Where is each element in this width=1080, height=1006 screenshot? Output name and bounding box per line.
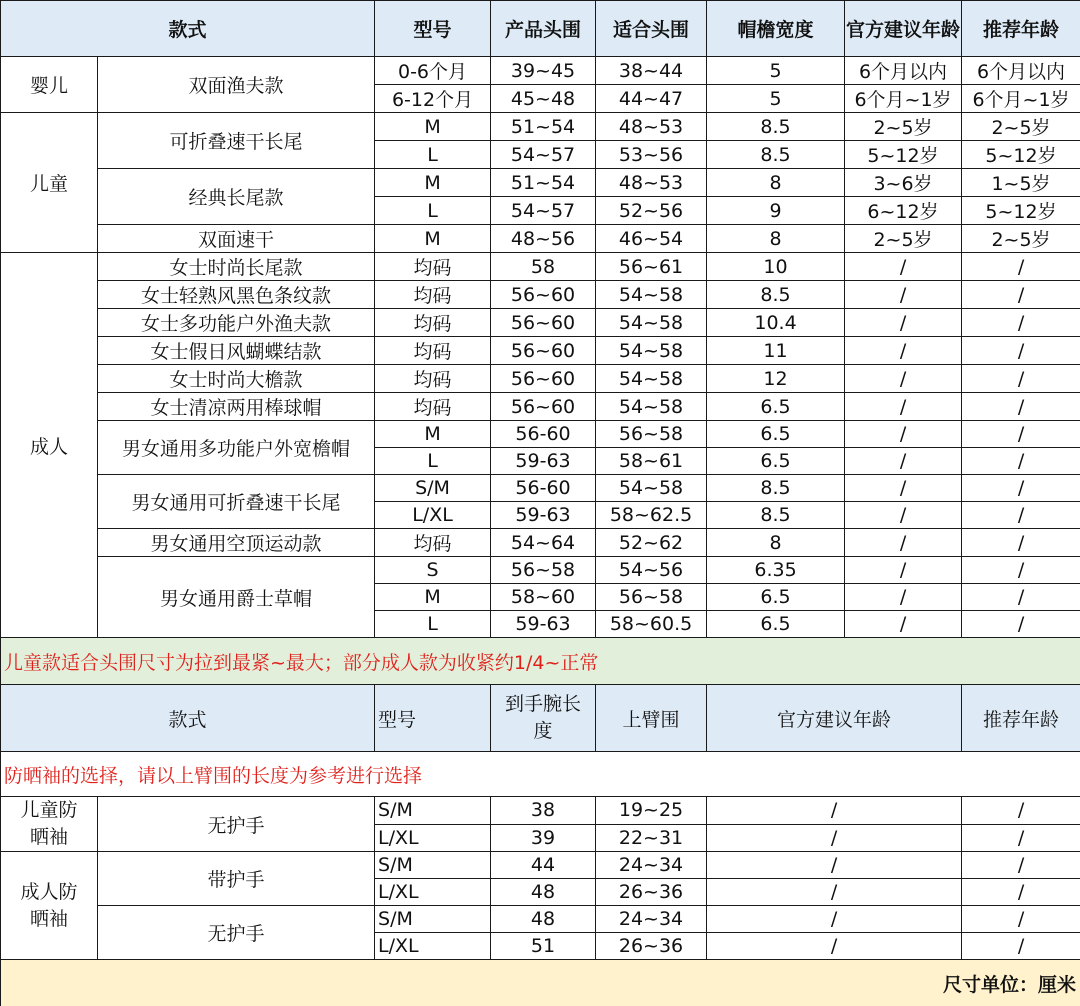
official-age-cell: 2~5岁	[845, 113, 962, 141]
official-age-cell: /	[845, 253, 962, 281]
sleeve-header-model: 型号	[375, 685, 491, 752]
official-age-cell: /	[707, 824, 962, 852]
model-cell: 均码	[375, 365, 491, 393]
official-age-cell: /	[845, 584, 962, 611]
upper-arm-cell: 19~25	[596, 797, 707, 825]
official-age-cell: 5~12岁	[845, 141, 962, 169]
hat-row	[1, 529, 1080, 557]
model-cell: 6-12个月	[375, 85, 491, 113]
model-cell: 均码	[375, 393, 491, 421]
official-age-cell: 6个月~1岁	[845, 85, 962, 113]
recommended-age-cell: /	[962, 365, 1080, 393]
recommended-age-cell: /	[962, 475, 1080, 502]
model-cell: S/M	[375, 475, 491, 502]
brim-width-cell: 10	[707, 253, 845, 281]
hat-row	[1, 421, 1080, 448]
fit-head-cell: 58~61	[596, 448, 707, 475]
fit-head-cell: 48~53	[596, 113, 707, 141]
model-cell: 均码	[375, 337, 491, 365]
recommended-age-cell: /	[962, 502, 1080, 529]
sleeve-style-cell: 无护手	[98, 906, 375, 960]
footer-row	[1, 960, 1080, 1006]
brim-width-cell: 9	[707, 197, 845, 225]
fit-head-cell: 56~58	[596, 421, 707, 448]
recommended-age-cell: /	[962, 337, 1080, 365]
brim-width-cell: 10.4	[707, 309, 845, 337]
sleeve-model-cell: L/XL	[375, 824, 491, 852]
recommended-age-cell: /	[962, 421, 1080, 448]
product-head-cell: 59-63	[491, 448, 596, 475]
hat-row	[1, 557, 1080, 584]
recommended-age-cell: /	[962, 309, 1080, 337]
product-head-cell: 39~45	[491, 57, 596, 85]
product-head-cell: 54~57	[491, 141, 596, 169]
fit-head-cell: 44~47	[596, 85, 707, 113]
category-cell: 婴儿	[1, 57, 98, 113]
style-cell: 女士多功能户外渔夫款	[98, 309, 375, 337]
upper-arm-cell: 24~34	[596, 906, 707, 933]
brim-width-cell: 6.5	[707, 584, 845, 611]
style-cell: 女士轻熟风黑色条纹款	[98, 281, 375, 309]
brim-width-cell: 8	[707, 169, 845, 197]
official-age-cell: /	[845, 337, 962, 365]
official-age-cell: /	[845, 502, 962, 529]
model-cell: S	[375, 557, 491, 584]
wrist-length-cell: 51	[491, 933, 596, 960]
style-cell: 男女通用空顶运动款	[98, 529, 375, 557]
upper-arm-cell: 24~34	[596, 852, 707, 879]
recommended-age-cell: /	[962, 253, 1080, 281]
product-head-cell: 56~60	[491, 281, 596, 309]
sleeve-row	[1, 852, 1080, 879]
upper-arm-cell: 22~31	[596, 824, 707, 852]
official-age-cell: /	[845, 475, 962, 502]
official-age-cell: /	[845, 529, 962, 557]
header-model: 型号	[375, 1, 491, 57]
wrist-length-cell: 48	[491, 906, 596, 933]
recommended-age-cell: /	[962, 879, 1080, 906]
sleeve-header-recommended-age: 推荐年龄	[962, 685, 1080, 752]
brim-width-cell: 8.5	[707, 475, 845, 502]
model-cell: 均码	[375, 281, 491, 309]
model-cell: L	[375, 197, 491, 225]
brim-width-cell: 8	[707, 225, 845, 253]
recommended-age-cell: /	[962, 448, 1080, 475]
recommended-age-cell: /	[962, 906, 1080, 933]
fit-head-cell: 58~62.5	[596, 502, 707, 529]
product-head-cell: 58~60	[491, 584, 596, 611]
hat-row	[1, 169, 1080, 197]
model-cell: 0-6个月	[375, 57, 491, 85]
brim-width-cell: 8.5	[707, 502, 845, 529]
style-cell: 可折叠速干长尾	[98, 113, 375, 169]
product-head-cell: 59-63	[491, 502, 596, 529]
model-cell: 均码	[375, 309, 491, 337]
sleeve-row	[1, 906, 1080, 933]
recommended-age-cell: /	[962, 933, 1080, 960]
fit-head-cell: 56~61	[596, 253, 707, 281]
official-age-cell: /	[845, 309, 962, 337]
hat-row	[1, 393, 1080, 421]
fit-head-cell: 46~54	[596, 225, 707, 253]
official-age-cell: /	[845, 421, 962, 448]
recommended-age-cell: /	[962, 529, 1080, 557]
product-head-cell: 56-60	[491, 475, 596, 502]
official-age-cell: /	[707, 933, 962, 960]
product-head-cell: 58	[491, 253, 596, 281]
brim-width-cell: 8.5	[707, 141, 845, 169]
sleeve-style-cell: 无护手	[98, 797, 375, 852]
recommended-age-cell: /	[962, 584, 1080, 611]
unit-note: 尺寸单位：厘米	[1, 960, 1080, 1006]
brim-width-cell: 6.35	[707, 557, 845, 584]
recommended-age-cell: /	[962, 611, 1080, 638]
sleeve-model-cell: L/XL	[375, 879, 491, 906]
model-cell: L	[375, 448, 491, 475]
wrist-length-cell: 48	[491, 879, 596, 906]
product-head-cell: 54~64	[491, 529, 596, 557]
brim-width-cell: 11	[707, 337, 845, 365]
wrist-length-cell: 38	[491, 797, 596, 825]
official-age-cell: 2~5岁	[845, 225, 962, 253]
category-cell: 儿童	[1, 113, 98, 253]
header-fit-head: 适合头围	[596, 1, 707, 57]
brim-width-cell: 8.5	[707, 281, 845, 309]
fit-head-cell: 54~56	[596, 557, 707, 584]
model-cell: M	[375, 584, 491, 611]
fit-head-cell: 53~56	[596, 141, 707, 169]
wrist-length-cell: 39	[491, 824, 596, 852]
recommended-age-cell: /	[962, 824, 1080, 852]
model-cell: M	[375, 421, 491, 448]
sleeve-note: 防晒袖的选择，请以上臂围的长度为参考进行选择	[1, 752, 1080, 797]
style-cell: 女士清凉两用棒球帽	[98, 393, 375, 421]
hat-note-row	[1, 638, 1080, 685]
sleeve-category-cell: 儿童防晒袖	[1, 797, 98, 852]
official-age-cell: 6个月以内	[845, 57, 962, 85]
recommended-age-cell: 5~12岁	[962, 197, 1080, 225]
style-cell: 经典长尾款	[98, 169, 375, 225]
fit-head-cell: 54~58	[596, 365, 707, 393]
sleeve-header-official-age: 官方建议年龄	[707, 685, 962, 752]
fit-head-cell: 58~60.5	[596, 611, 707, 638]
fit-head-cell: 54~58	[596, 309, 707, 337]
hat-row	[1, 337, 1080, 365]
style-cell: 双面速干	[98, 225, 375, 253]
brim-width-cell: 6.5	[707, 393, 845, 421]
hat-row	[1, 281, 1080, 309]
official-age-cell: /	[845, 393, 962, 421]
product-head-cell: 45~48	[491, 85, 596, 113]
brim-width-cell: 6.5	[707, 611, 845, 638]
sleeve-style-cell: 带护手	[98, 852, 375, 906]
recommended-age-cell: /	[962, 393, 1080, 421]
sleeve-header-style: 款式	[1, 685, 375, 752]
fit-head-cell: 54~58	[596, 393, 707, 421]
hat-header-row	[1, 1, 1080, 57]
product-head-cell: 51~54	[491, 169, 596, 197]
brim-width-cell: 6.5	[707, 448, 845, 475]
sleeve-model-cell: S/M	[375, 797, 491, 825]
style-cell: 女士假日风蝴蝶结款	[98, 337, 375, 365]
product-head-cell: 59-63	[491, 611, 596, 638]
product-head-cell: 56~60	[491, 309, 596, 337]
recommended-age-cell: 5~12岁	[962, 141, 1080, 169]
header-style: 款式	[1, 1, 375, 57]
brim-width-cell: 8	[707, 529, 845, 557]
hat-row	[1, 57, 1080, 85]
model-cell: M	[375, 225, 491, 253]
model-cell: M	[375, 169, 491, 197]
hat-row	[1, 475, 1080, 502]
official-age-cell: /	[707, 797, 962, 825]
style-cell: 女士时尚长尾款	[98, 253, 375, 281]
product-head-cell: 56-60	[491, 421, 596, 448]
style-cell: 男女通用可折叠速干长尾	[98, 475, 375, 529]
official-age-cell: /	[845, 448, 962, 475]
recommended-age-cell: 6个月~1岁	[962, 85, 1080, 113]
hat-row	[1, 113, 1080, 141]
style-cell: 男女通用多功能户外宽檐帽	[98, 421, 375, 475]
hat-row	[1, 309, 1080, 337]
official-age-cell: 3~6岁	[845, 169, 962, 197]
product-head-cell: 56~60	[491, 337, 596, 365]
official-age-cell: /	[845, 557, 962, 584]
official-age-cell: /	[707, 906, 962, 933]
hat-note: 儿童款适合头围尺寸为拉到最紧~最大；部分成人款为收紧约1/4~正常	[1, 638, 1080, 685]
upper-arm-cell: 26~36	[596, 879, 707, 906]
sleeve-row	[1, 797, 1080, 825]
model-cell: L	[375, 611, 491, 638]
fit-head-cell: 54~58	[596, 475, 707, 502]
model-cell: M	[375, 113, 491, 141]
sleeve-header-row	[1, 685, 1080, 752]
official-age-cell: /	[707, 852, 962, 879]
fit-head-cell: 38~44	[596, 57, 707, 85]
style-cell: 男女通用爵士草帽	[98, 557, 375, 638]
category-cell: 成人	[1, 253, 98, 638]
hat-row	[1, 225, 1080, 253]
brim-width-cell: 8.5	[707, 113, 845, 141]
official-age-cell: /	[845, 365, 962, 393]
product-head-cell: 56~60	[491, 393, 596, 421]
header-official-age: 官方建议年龄	[845, 1, 962, 57]
sleeve-header-wrist-length: 到手腕长度	[491, 685, 596, 752]
upper-arm-cell: 26~36	[596, 933, 707, 960]
product-head-cell: 56~60	[491, 365, 596, 393]
fit-head-cell: 52~56	[596, 197, 707, 225]
recommended-age-cell: /	[962, 557, 1080, 584]
brim-width-cell: 5	[707, 85, 845, 113]
wrist-length-cell: 44	[491, 852, 596, 879]
hat-row	[1, 365, 1080, 393]
brim-width-cell: 6.5	[707, 421, 845, 448]
recommended-age-cell: /	[962, 797, 1080, 825]
official-age-cell: /	[707, 879, 962, 906]
brim-width-cell: 5	[707, 57, 845, 85]
model-cell: 均码	[375, 529, 491, 557]
recommended-age-cell: /	[962, 852, 1080, 879]
official-age-cell: /	[845, 281, 962, 309]
sleeve-model-cell: L/XL	[375, 933, 491, 960]
fit-head-cell: 54~58	[596, 281, 707, 309]
style-cell: 双面渔夫款	[98, 57, 375, 113]
recommended-age-cell: 2~5岁	[962, 113, 1080, 141]
hat-row	[1, 253, 1080, 281]
brim-width-cell: 12	[707, 365, 845, 393]
header-brim-width: 帽檐宽度	[707, 1, 845, 57]
sleeve-model-cell: S/M	[375, 852, 491, 879]
product-head-cell: 54~57	[491, 197, 596, 225]
style-cell: 女士时尚大檐款	[98, 365, 375, 393]
recommended-age-cell: 1~5岁	[962, 169, 1080, 197]
fit-head-cell: 54~58	[596, 337, 707, 365]
sleeve-model-cell: S/M	[375, 906, 491, 933]
fit-head-cell: 52~62	[596, 529, 707, 557]
fit-head-cell: 48~53	[596, 169, 707, 197]
product-head-cell: 48~56	[491, 225, 596, 253]
fit-head-cell: 56~58	[596, 584, 707, 611]
official-age-cell: /	[845, 611, 962, 638]
official-age-cell: 6~12岁	[845, 197, 962, 225]
header-product-head: 产品头围	[491, 1, 596, 57]
product-head-cell: 51~54	[491, 113, 596, 141]
sleeve-note-row	[1, 752, 1080, 797]
model-cell: L	[375, 141, 491, 169]
sleeve-header-upper-arm: 上臂围	[596, 685, 707, 752]
recommended-age-cell: 2~5岁	[962, 225, 1080, 253]
model-cell: L/XL	[375, 502, 491, 529]
recommended-age-cell: /	[962, 281, 1080, 309]
product-head-cell: 56~58	[491, 557, 596, 584]
model-cell: 均码	[375, 253, 491, 281]
recommended-age-cell: 6个月以内	[962, 57, 1080, 85]
header-recommended-age: 推荐年龄	[962, 1, 1080, 57]
sleeve-category-cell: 成人防晒袖	[1, 852, 98, 960]
